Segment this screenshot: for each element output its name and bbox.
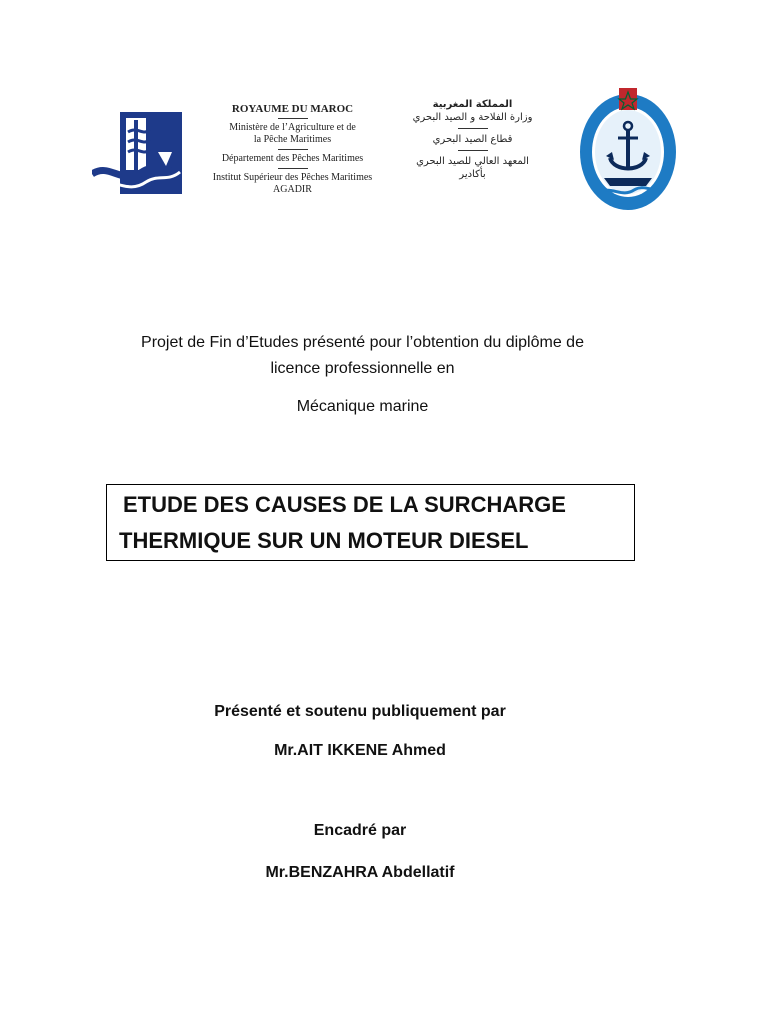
ministry-line1-fr: Ministère de l’Agriculture et de (229, 122, 356, 133)
ministry-line2-fr: la Pêche Maritimes (253, 134, 332, 145)
divider (278, 118, 308, 119)
kingdom-ar: المملكة المغربية (432, 99, 513, 110)
thesis-title-box (106, 484, 635, 561)
sector-ar: قطاع الصيد البحري (432, 134, 513, 145)
thesis-title-line2: THERMIQUE SUR UN MOTEUR DIESEL (119, 528, 529, 553)
institute-line2-ar: بأكادير (459, 169, 486, 180)
department-fr: Département des Pêches Maritimes (221, 153, 364, 164)
divider (458, 150, 488, 151)
supervised-label: Encadré par (313, 822, 407, 839)
presented-label: Présenté et soutenu publiquement par (214, 703, 506, 720)
ministry-header-fr (205, 103, 380, 196)
divider (278, 168, 308, 169)
specialty: Mécanique marine (296, 398, 429, 415)
intro-line2: licence professionnelle en (270, 360, 455, 377)
kingdom-fr: ROYAUME DU MAROC (231, 103, 354, 115)
ministry-header-ar (410, 98, 535, 181)
ministry-ar: وزارة الفلاحة و الصيد البحري (412, 112, 533, 123)
intro-line1: Projet de Fin d’Etudes présenté pour l’obtention du diplôme de (141, 334, 584, 351)
author-name: Mr.AIT IKKENE Ahmed (274, 742, 446, 759)
institute-logo-icon (92, 112, 184, 196)
emblem-seal-icon (578, 86, 678, 214)
supervisor-name: Mr.BENZAHRA Abdellatif (265, 864, 455, 881)
institute-line1-fr: Institut Supérieur des Pêches Maritimes (212, 172, 373, 183)
divider (458, 128, 488, 129)
institute-line2-fr: AGADIR (273, 184, 312, 195)
institute-line1-ar: المعهد العالي للصيد البحري (416, 156, 529, 167)
divider (278, 149, 308, 150)
thesis-title-line1: ETUDE DES CAUSES DE LA SURCHARGE (123, 492, 566, 517)
intro-text (80, 330, 645, 382)
